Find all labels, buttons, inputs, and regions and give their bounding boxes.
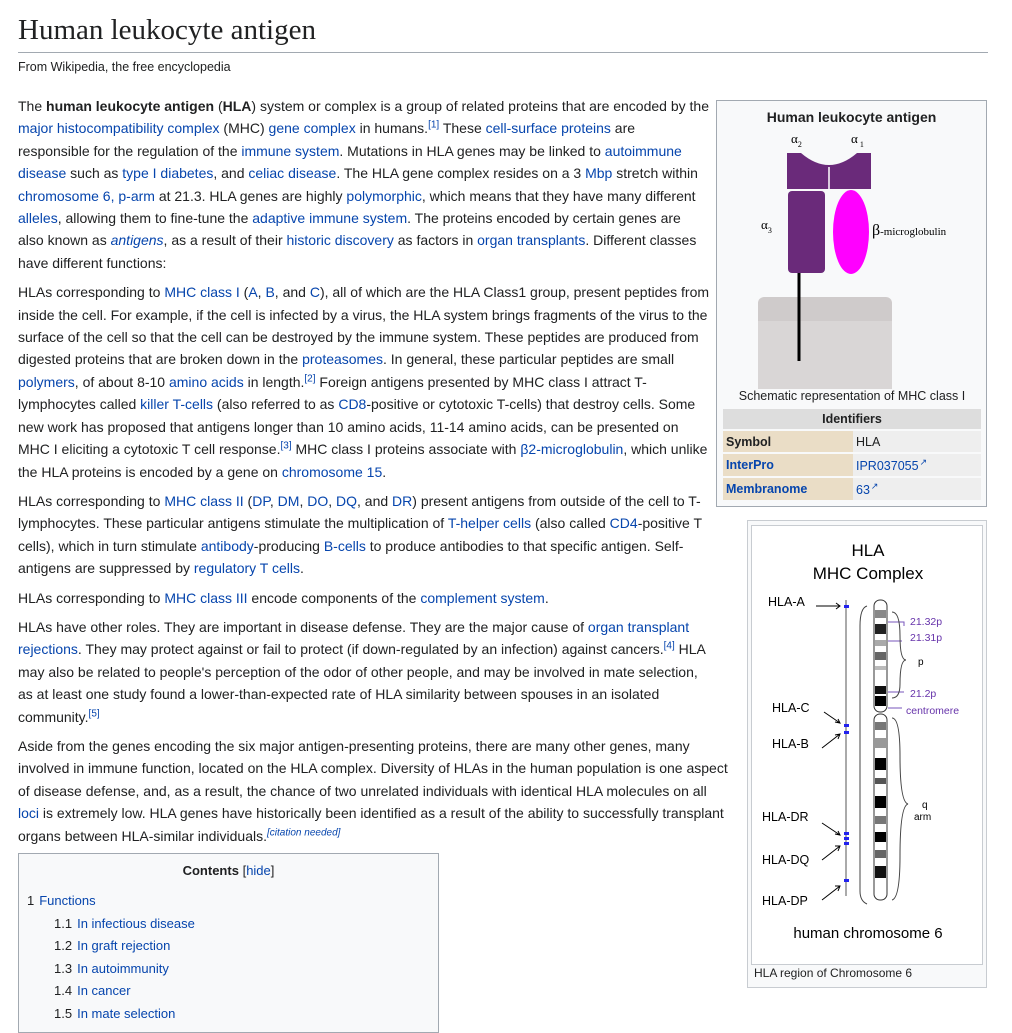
interpro-link[interactable]: InterPro: [726, 458, 774, 473]
site-tagline: From Wikipedia, the free encyclopedia: [18, 60, 231, 74]
arm-label: arm: [914, 812, 932, 823]
table-of-contents: [18, 853, 439, 1033]
q-arm-brace: [892, 718, 908, 900]
identifier-row: [723, 431, 981, 452]
text: Foreign antigens presented by MHC class I attract T-lymphocytes called: [18, 373, 647, 413]
band: [875, 832, 886, 842]
link-autoimmune-disease[interactable]: autoimmune disease: [18, 142, 682, 182]
text: are responsible for the regulation of the: [18, 120, 636, 159]
link-cd8[interactable]: CD8: [338, 396, 367, 413]
link-amino-acids[interactable]: amino acids: [168, 373, 244, 390]
text: ), all of which are the HLA Class1 group, present peptides from inside the cell. For example, if the cell is infected by a virus, the HLA system brings fragments of the virus to the surface of the cell so that the cell can be destroyed by the immune system. These peptides are produced from digested proteins that are broken down in the: [18, 284, 710, 368]
band: [875, 610, 886, 618]
bold-term: HLA: [222, 98, 252, 114]
text: ) system or complex is a group of related proteins that are encoded by the: [251, 98, 709, 114]
link-t-helper-cells[interactable]: T-helper cells: [447, 515, 532, 532]
gene-label-hla-c: HLA-C: [772, 701, 810, 715]
text: as factors in: [393, 232, 478, 249]
link-immune-system[interactable]: immune system: [241, 142, 340, 159]
text: in humans.: [355, 120, 429, 137]
text: , and: [213, 165, 249, 182]
text: HLA may also be related to people's perception of the odor of other people, and may be involved in mate selection, as at least one study found a lower-than-expected rate of HLA similarity between spouses in an isolated community.: [18, 641, 706, 725]
text: . The HLA gene complex resides on a 3: [336, 165, 586, 182]
alpha3-label: [761, 217, 772, 235]
link-hla-b[interactable]: B: [265, 284, 275, 301]
toc-link[interactable]: In graft rejection: [77, 938, 171, 954]
chromosome-image-frame: [751, 525, 983, 965]
band: [875, 866, 886, 878]
identifier-value-interpro: [853, 454, 981, 476]
toc-number: 1.3: [54, 960, 73, 976]
link-organ-transplants[interactable]: organ transplants: [477, 232, 586, 249]
alpha-subscript: 2: [797, 140, 802, 149]
identifier-row: [723, 478, 981, 500]
paragraph-intro: [18, 95, 710, 274]
text: HLAs corresponding to: [18, 589, 165, 606]
text: .: [544, 589, 549, 606]
text: . They may protect against or fail to protect (if down-regulated by an infection) against cancers.: [77, 641, 664, 658]
band: [875, 696, 886, 706]
band-label-21-31p: 21.31p: [910, 632, 943, 644]
identifiers-header: Identifiers: [723, 409, 981, 429]
text: ,: [328, 492, 336, 509]
band-labels: [906, 616, 959, 717]
toc-link[interactable]: In mate selection: [77, 1005, 176, 1021]
text: in length.: [243, 373, 305, 390]
alpha3-domain: [788, 191, 825, 273]
toc-list: [27, 890, 430, 1026]
alpha-letter: α: [791, 131, 798, 146]
text: . Mutations in HLA genes may be linked to: [339, 142, 605, 159]
bracket: [: [242, 863, 247, 878]
membranome-id-link[interactable]: 63 ↗: [856, 483, 878, 497]
link-mhc-class-i[interactable]: MHC class I: [164, 284, 240, 301]
link-dq[interactable]: DQ: [336, 492, 357, 509]
arrow: [824, 712, 840, 723]
identifier-row: [723, 454, 981, 476]
text: (: [239, 284, 249, 301]
toc-item-mate-selection[interactable]: [27, 1003, 430, 1026]
link-regulatory-t-cells[interactable]: regulatory T cells: [193, 560, 300, 577]
toc-number: 1.1: [54, 915, 73, 931]
diagram-footer: human chromosome 6: [793, 925, 943, 942]
toc-heading: [27, 863, 430, 878]
alpha2-label: [791, 131, 802, 149]
band: [875, 652, 886, 660]
text: .: [382, 463, 387, 480]
text: , which unlike the HLA proteins is encoded by a gene on: [18, 441, 708, 480]
paragraph-class-ii: [18, 490, 710, 580]
band: [875, 624, 886, 634]
paragraph-class-i: [18, 281, 710, 483]
link-mbp[interactable]: Mbp: [585, 165, 613, 182]
text: , allowing them to fine-tune the: [57, 210, 253, 227]
text: The: [18, 98, 47, 114]
reference-link[interactable]: [5]: [88, 707, 100, 719]
identifier-value-membranome: [853, 478, 981, 500]
membranome-link[interactable]: Membranome: [726, 482, 808, 497]
toc-item-graft-rejection[interactable]: [27, 935, 430, 958]
link-cell-surface-proteins[interactable]: cell-surface proteins: [485, 120, 611, 137]
p-arm-label: p: [918, 657, 924, 668]
toc-item-infectious-disease[interactable]: [27, 913, 430, 936]
band: [875, 796, 886, 808]
link-polymers[interactable]: polymers: [18, 373, 75, 390]
toc-link[interactable]: In autoimmunity: [77, 960, 169, 976]
band-label-21-2p: 21.2p: [910, 688, 937, 700]
identifier-label-symbol: [723, 431, 853, 452]
gene-marker-hla-a: [844, 605, 849, 608]
band: [875, 758, 886, 770]
band: [875, 722, 886, 730]
link-hla-a[interactable]: A: [248, 284, 258, 301]
text: , as a result of their: [163, 232, 287, 249]
hla-region-bracket: [860, 606, 867, 904]
reference-link[interactable]: [3]: [280, 440, 292, 452]
text: MHC class I proteins associate with: [291, 441, 521, 458]
link-antibody[interactable]: antibody: [200, 537, 254, 554]
text: stretch within: [612, 165, 698, 182]
band: [875, 666, 886, 670]
gene-label-hla-dp: HLA-DP: [762, 894, 808, 908]
reference-link[interactable]: [2]: [304, 373, 316, 385]
text: -positive T cells), which in turn stimulate: [18, 515, 702, 554]
mhc-class-i-diagram[interactable]: [723, 131, 981, 391]
link-gene-complex[interactable]: gene complex: [268, 120, 356, 137]
gene-marker-hla-dr: [844, 832, 849, 835]
link-mhc-class-ii[interactable]: MHC class II: [164, 492, 244, 509]
gene-marker-hla-b: [844, 731, 849, 734]
toc-title: Contents: [182, 863, 239, 878]
text: , and: [357, 492, 393, 509]
link-historic-discovery[interactable]: historic discovery: [286, 232, 394, 249]
beta-microglobulin-label: [872, 222, 947, 239]
link-celiac-disease[interactable]: celiac disease: [248, 165, 337, 182]
beta-label-rest: -microglobulin: [880, 226, 947, 238]
identifier-value-symbol: HLA: [853, 431, 981, 452]
band: [875, 686, 886, 694]
text: -positive or cytotoxic T-cells) that destroy cells. Some new work has proposed that antigens longer than 10 amino acids, 11-14 amino acids, can be presented on MHC I eliciting a cytotoxic T cell response.: [18, 396, 696, 458]
link-chromosome-6[interactable]: chromosome 6, p-arm: [18, 187, 155, 204]
toc-hide-toggle[interactable]: hide: [246, 863, 271, 878]
link-mhc-class-iii[interactable]: MHC class III: [164, 589, 248, 606]
text: Aside from the genes encoding the six major antigen-presenting proteins, there are many other genes, many involved in immune function, located on the HLA complex. Diversity of HLAs in the human population is one aspect of disease defense, and, as a result, the chance of two unrelated individuals with identical HLA molecules on all: [18, 737, 728, 799]
gene-label-hla-dr: HLA-DR: [762, 810, 809, 824]
text: HLAs have other roles. They are important in disease defense. They are the major cause of: [18, 618, 588, 635]
chromosome-figure-caption: HLA region of Chromosome 6: [754, 966, 913, 980]
link-chromosome-15[interactable]: chromosome 15: [281, 463, 383, 480]
gene-marker-hla-dq: [844, 842, 849, 845]
beta-letter: β: [872, 222, 881, 239]
alpha-subscript: 3: [767, 226, 772, 235]
citation-needed-link[interactable]: [citation needed]: [267, 826, 341, 838]
link-killer-t-cells[interactable]: killer T-cells: [140, 396, 214, 413]
gene-marker-hla-dr: [844, 837, 849, 840]
band: [875, 816, 886, 824]
toc-number: 1.5: [54, 1005, 73, 1021]
text: (: [243, 492, 253, 509]
link-cd4[interactable]: CD4: [609, 515, 638, 532]
link-b-cells[interactable]: B-cells: [323, 537, 366, 554]
band: [875, 738, 886, 748]
band: [875, 778, 886, 784]
text: , which means that they have many different: [421, 187, 696, 204]
chromosome-figure: [747, 520, 987, 988]
arrow: [816, 603, 840, 609]
infobox-image-caption: Schematic representation of MHC class I: [738, 389, 966, 403]
link-do[interactable]: DO: [307, 492, 329, 509]
text: HLAs corresponding to: [18, 284, 165, 301]
text: (also called: [531, 515, 610, 532]
text: ) present antigens from outside of the cell to T-lymphocytes. These particular antigens stimulate the multiplication of: [18, 492, 701, 532]
toc-link[interactable]: In cancer: [77, 983, 131, 999]
arrow: [822, 734, 840, 748]
band-label-21-32p: 21.32p: [910, 616, 943, 628]
interpro-id-link[interactable]: IPR037055 ↗: [856, 459, 927, 473]
link-mhc[interactable]: major histocompatibility complex: [18, 120, 220, 137]
link-hla-c[interactable]: C: [309, 284, 320, 301]
toc-link[interactable]: Functions: [39, 893, 96, 908]
toc-item-autoimmunity[interactable]: [27, 958, 430, 981]
text: . Different classes have different functions:: [18, 232, 697, 271]
text: ,: [257, 284, 266, 301]
infobox-title: Human leukocyte antigen: [766, 109, 937, 125]
infobox: [716, 100, 987, 507]
alpha-subscript: 1: [859, 140, 864, 149]
link-alleles[interactable]: alleles: [18, 210, 58, 227]
gene-marker-hla-dp: [844, 879, 849, 882]
text: encode components of the: [247, 589, 421, 606]
paragraph-class-iii: [18, 587, 710, 609]
link-loci[interactable]: loci: [18, 805, 40, 822]
text: HLAs corresponding to: [18, 492, 165, 509]
text: These: [439, 120, 486, 137]
toc-item-functions[interactable]: [27, 890, 430, 913]
text: , of about 8-10: [74, 373, 169, 390]
link-proteasomes[interactable]: proteasomes: [302, 351, 384, 368]
cell-membrane-inner: [758, 321, 892, 389]
band: [875, 850, 886, 858]
gene-arrows: [816, 603, 840, 900]
toc-number: 1: [27, 893, 35, 908]
row-label: Symbol: [726, 434, 772, 449]
beta2-microglobulin-domain: [833, 190, 869, 274]
page-title: Human leukocyte antigen: [18, 12, 988, 53]
link-adaptive-immune-system[interactable]: adaptive immune system: [252, 210, 408, 227]
toc-number: 1.4: [54, 983, 73, 999]
link-dp[interactable]: DP: [252, 492, 270, 509]
hla-chromosome-6-diagram[interactable]: [752, 526, 984, 966]
text: -producing: [253, 537, 324, 554]
link-polymorphic[interactable]: polymorphic: [346, 187, 422, 204]
text: (also referred to as: [213, 396, 339, 413]
diagram-title-mhc: MHC Complex: [812, 564, 924, 583]
text: ,: [269, 492, 278, 509]
band-pointer: [888, 622, 904, 626]
diagram-title-hla: HLA: [851, 541, 885, 560]
alpha1-label: [851, 131, 864, 149]
gene-label-hla-a: HLA-A: [768, 595, 805, 609]
alpha-letter: α: [851, 131, 858, 146]
gene-labels: [762, 595, 810, 908]
text: ,: [299, 492, 308, 509]
text: (: [214, 98, 223, 114]
text: such as: [66, 165, 123, 182]
gene-marker-hla-c: [844, 724, 849, 727]
text: at 21.3. HLA genes are highly: [154, 187, 347, 204]
reference-link[interactable]: [1]: [428, 119, 440, 131]
bracket: ]: [270, 863, 275, 878]
identifier-label-membranome: [723, 478, 853, 500]
gene-label-hla-b: HLA-B: [772, 737, 809, 751]
identifier-label-interpro: [723, 454, 853, 476]
arrow: [822, 846, 840, 860]
text: . The proteins encoded by certain genes are also known as: [18, 210, 681, 249]
link-antigens[interactable]: antigens: [110, 232, 164, 249]
link-organ-transplant-rejections[interactable]: organ transplant rejections: [18, 618, 690, 658]
link-b2-microglobulin[interactable]: β2-microglobulin: [520, 441, 624, 458]
link-type-i-diabetes[interactable]: type I diabetes: [122, 165, 214, 182]
text: . In general, these particular peptides are small: [383, 351, 675, 368]
text: .: [299, 560, 304, 577]
gene-label-hla-dq: HLA-DQ: [762, 853, 810, 867]
paragraph-diversity: [18, 735, 728, 847]
article-body: [18, 95, 728, 854]
paragraph-other-roles: [18, 616, 710, 728]
link-dm[interactable]: DM: [277, 492, 300, 509]
toc-link[interactable]: In infectious disease: [77, 915, 195, 931]
bold-term: human leukocyte antigen: [46, 98, 215, 114]
text: is extremely low. HLA genes have historically been identified as a result of the ability to successfully transplant organs between HLA-similar individuals.: [18, 805, 724, 844]
q-label: q: [922, 800, 928, 811]
text: , and: [274, 284, 310, 301]
alpha-letter: α: [761, 217, 768, 232]
arrow: [822, 886, 840, 900]
link-dr[interactable]: DR: [392, 492, 413, 509]
link-complement-system[interactable]: complement system: [420, 589, 545, 606]
centromere-label: centromere: [906, 705, 960, 717]
toc-number: 1.2: [54, 938, 73, 954]
identifiers-table: [723, 407, 981, 502]
toc-item-cancer[interactable]: [27, 980, 430, 1003]
text: (MHC): [219, 120, 269, 137]
band: [875, 640, 886, 646]
reference-link[interactable]: [4]: [663, 640, 675, 652]
text: to produce antibodies to that specific antigen. Self-antigens are suppressed by: [18, 537, 684, 577]
arrow: [822, 823, 840, 835]
